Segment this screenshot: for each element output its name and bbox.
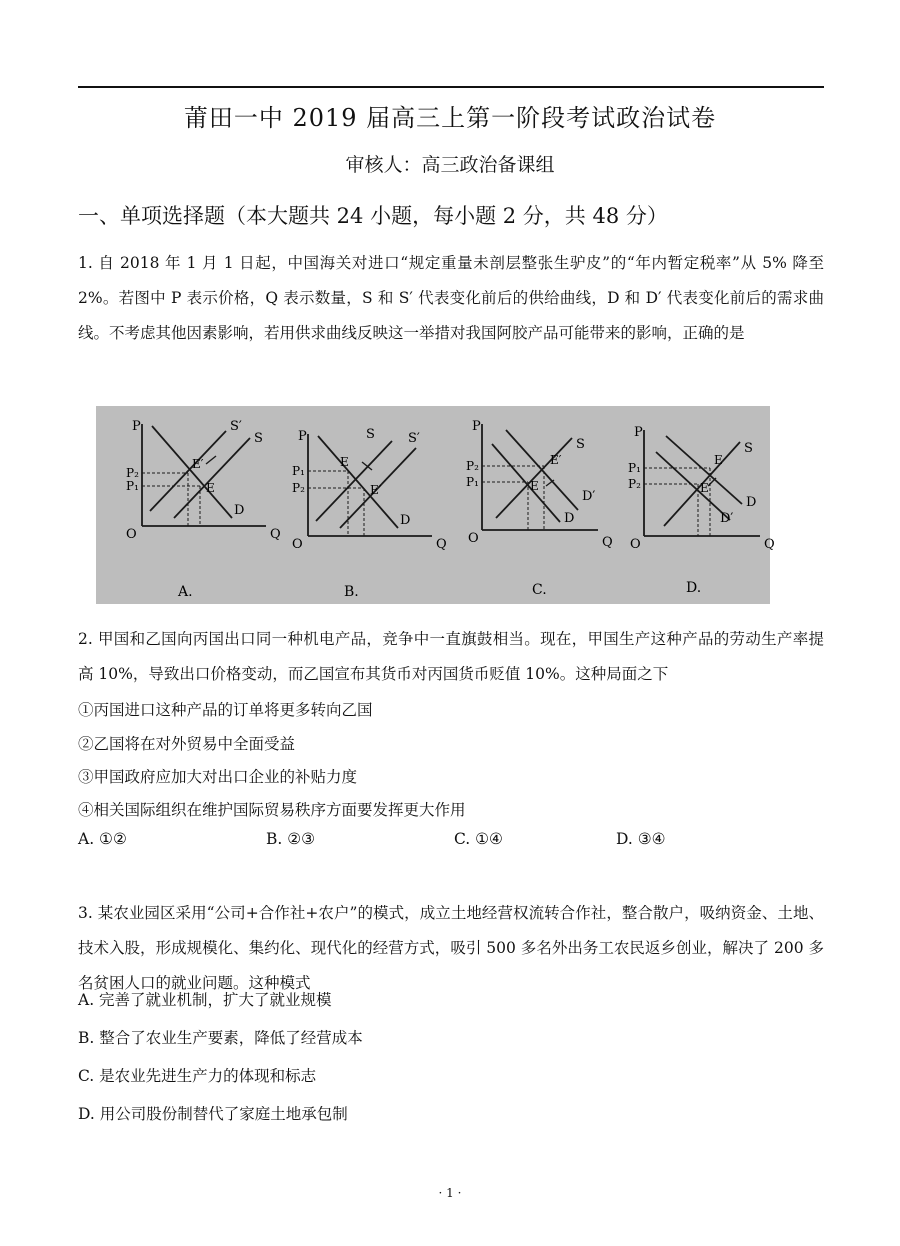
panel-caption: C. bbox=[532, 582, 547, 598]
demand-curve-d bbox=[152, 426, 232, 518]
exam-title: 莆田一中 2019 届高三上第一阶段考试政治试卷 bbox=[183, 104, 717, 132]
option-d[interactable]: D. 用公司股份制替代了家庭土地承包制 bbox=[78, 1105, 348, 1123]
x-axis-label: Q bbox=[764, 537, 775, 552]
x-axis-label: Q bbox=[270, 527, 281, 542]
origin-label: O bbox=[292, 537, 303, 552]
price-label: P₁ bbox=[126, 479, 139, 493]
reviewer-line: 审核人：高三政治备课组 bbox=[345, 154, 555, 176]
panel-c bbox=[466, 419, 613, 598]
point-label: E′ bbox=[192, 457, 204, 471]
point-label: E′ bbox=[370, 483, 382, 497]
point-label: E′ bbox=[700, 481, 712, 495]
y-axis-label: P bbox=[634, 425, 643, 440]
option-c[interactable]: C. 是农业先进生产力的体现和标志 bbox=[78, 1067, 317, 1085]
option-c[interactable]: C. ①④ bbox=[454, 830, 503, 848]
curve-label: D bbox=[234, 503, 245, 518]
curve-label: D bbox=[400, 513, 411, 528]
panel-caption: B. bbox=[344, 584, 359, 600]
curve-label: S′ bbox=[230, 419, 242, 434]
statement-2: ②乙国将在对外贸易中全面受益 bbox=[78, 735, 296, 753]
statement-3: ③甲国政府应加大对出口企业的补贴力度 bbox=[78, 768, 358, 786]
x-axis-label: Q bbox=[602, 535, 613, 550]
option-b[interactable]: B. ②③ bbox=[266, 830, 316, 848]
statement-4: ④相关国际组织在维护国际贸易秩序方面要发挥更大作用 bbox=[78, 801, 466, 819]
option-b[interactable]: B. 整合了农业生产要素，降低了经营成本 bbox=[78, 1029, 363, 1047]
panel-b bbox=[292, 427, 447, 600]
point-label: E bbox=[340, 455, 349, 469]
point-label: E bbox=[714, 453, 723, 467]
curve-label: D′ bbox=[720, 511, 734, 526]
curve-label: S bbox=[254, 431, 263, 446]
option-a[interactable]: A. 完善了就业机制，扩大了就业规模 bbox=[78, 991, 332, 1009]
curve-label: S bbox=[366, 427, 375, 442]
curve-label: S′ bbox=[408, 431, 420, 446]
header-rule bbox=[78, 86, 824, 88]
y-axis-label: P bbox=[132, 419, 141, 434]
statement-1: ①丙国进口这种产品的订单将更多转向乙国 bbox=[78, 701, 373, 719]
price-label: P₂ bbox=[292, 481, 305, 495]
point-label: E bbox=[206, 481, 215, 495]
price-label: P₂ bbox=[126, 466, 139, 480]
option-a[interactable]: A. ①② bbox=[78, 830, 127, 848]
price-label: P₂ bbox=[466, 459, 479, 473]
y-axis-label: P bbox=[472, 419, 481, 434]
curve-label: D′ bbox=[582, 489, 596, 504]
curve-label: S bbox=[744, 441, 753, 456]
question-3-text: 3. 某农业园区采用“公司+合作社+农户”的模式，成立土地经营权流转合作社，整合散户，吸纳资金、土地、技术入股，形成规模化、集约化、现代化的经营方式，吸引 500 多名外出务工农民返乡创业，解决了 200 多名贫困人口的就业问题。这种模式 bbox=[78, 904, 824, 992]
curve-label: D bbox=[564, 511, 575, 526]
point-label: E′ bbox=[550, 453, 562, 467]
option-d[interactable]: D. ③④ bbox=[616, 830, 666, 848]
demand-curve-d bbox=[318, 436, 398, 528]
question-1-text: 1. 自 2018 年 1 月 1 日起，中国海关对进口“规定重量未剖层整张生驴皮”的“年内暂定税率”从 5% 降至 2%。若图中 P 表示价格，Q 表示数量，S 和 S′ 代表变化前后的供给曲线，D 和 D′ 代表变化前后的需求曲线。不考虑其他因素影响，若用供求曲线反映这一举措对我国阿胶产品可能带来的影响，正确的是 bbox=[78, 254, 824, 342]
y-axis-label: P bbox=[298, 429, 307, 444]
x-axis-label: Q bbox=[436, 537, 447, 552]
supply-curve-s bbox=[496, 438, 572, 518]
origin-label: O bbox=[468, 531, 479, 546]
section-heading: 一、单项选择题（本大题共 24 小题，每小题 2 分，共 48 分） bbox=[78, 204, 668, 228]
question-2-text: 2. 甲国和乙国向丙国出口同一种机电产品，竞争中一直旗鼓相当。现在，甲国生产这种产品的劳动生产率提高 10%，导致出口价格变动，而乙国宣布其货币对丙国货币贬值 10%。这种局面之下 bbox=[78, 630, 824, 683]
price-label: P₁ bbox=[466, 475, 479, 489]
panel-d bbox=[628, 425, 775, 596]
supply-demand-figure bbox=[96, 406, 775, 604]
panel-a bbox=[126, 419, 281, 600]
curve-label: S bbox=[576, 437, 585, 452]
point-label: E bbox=[530, 479, 539, 493]
price-label: P₁ bbox=[628, 461, 641, 475]
panel-caption: D. bbox=[686, 580, 702, 596]
price-label: P₂ bbox=[628, 477, 641, 491]
price-label: P₁ bbox=[292, 464, 305, 478]
curve-label: D bbox=[746, 495, 757, 510]
page-number: · 1 · bbox=[438, 1186, 462, 1200]
origin-label: O bbox=[126, 527, 137, 542]
panel-caption: A. bbox=[178, 584, 193, 600]
origin-label: O bbox=[630, 537, 641, 552]
